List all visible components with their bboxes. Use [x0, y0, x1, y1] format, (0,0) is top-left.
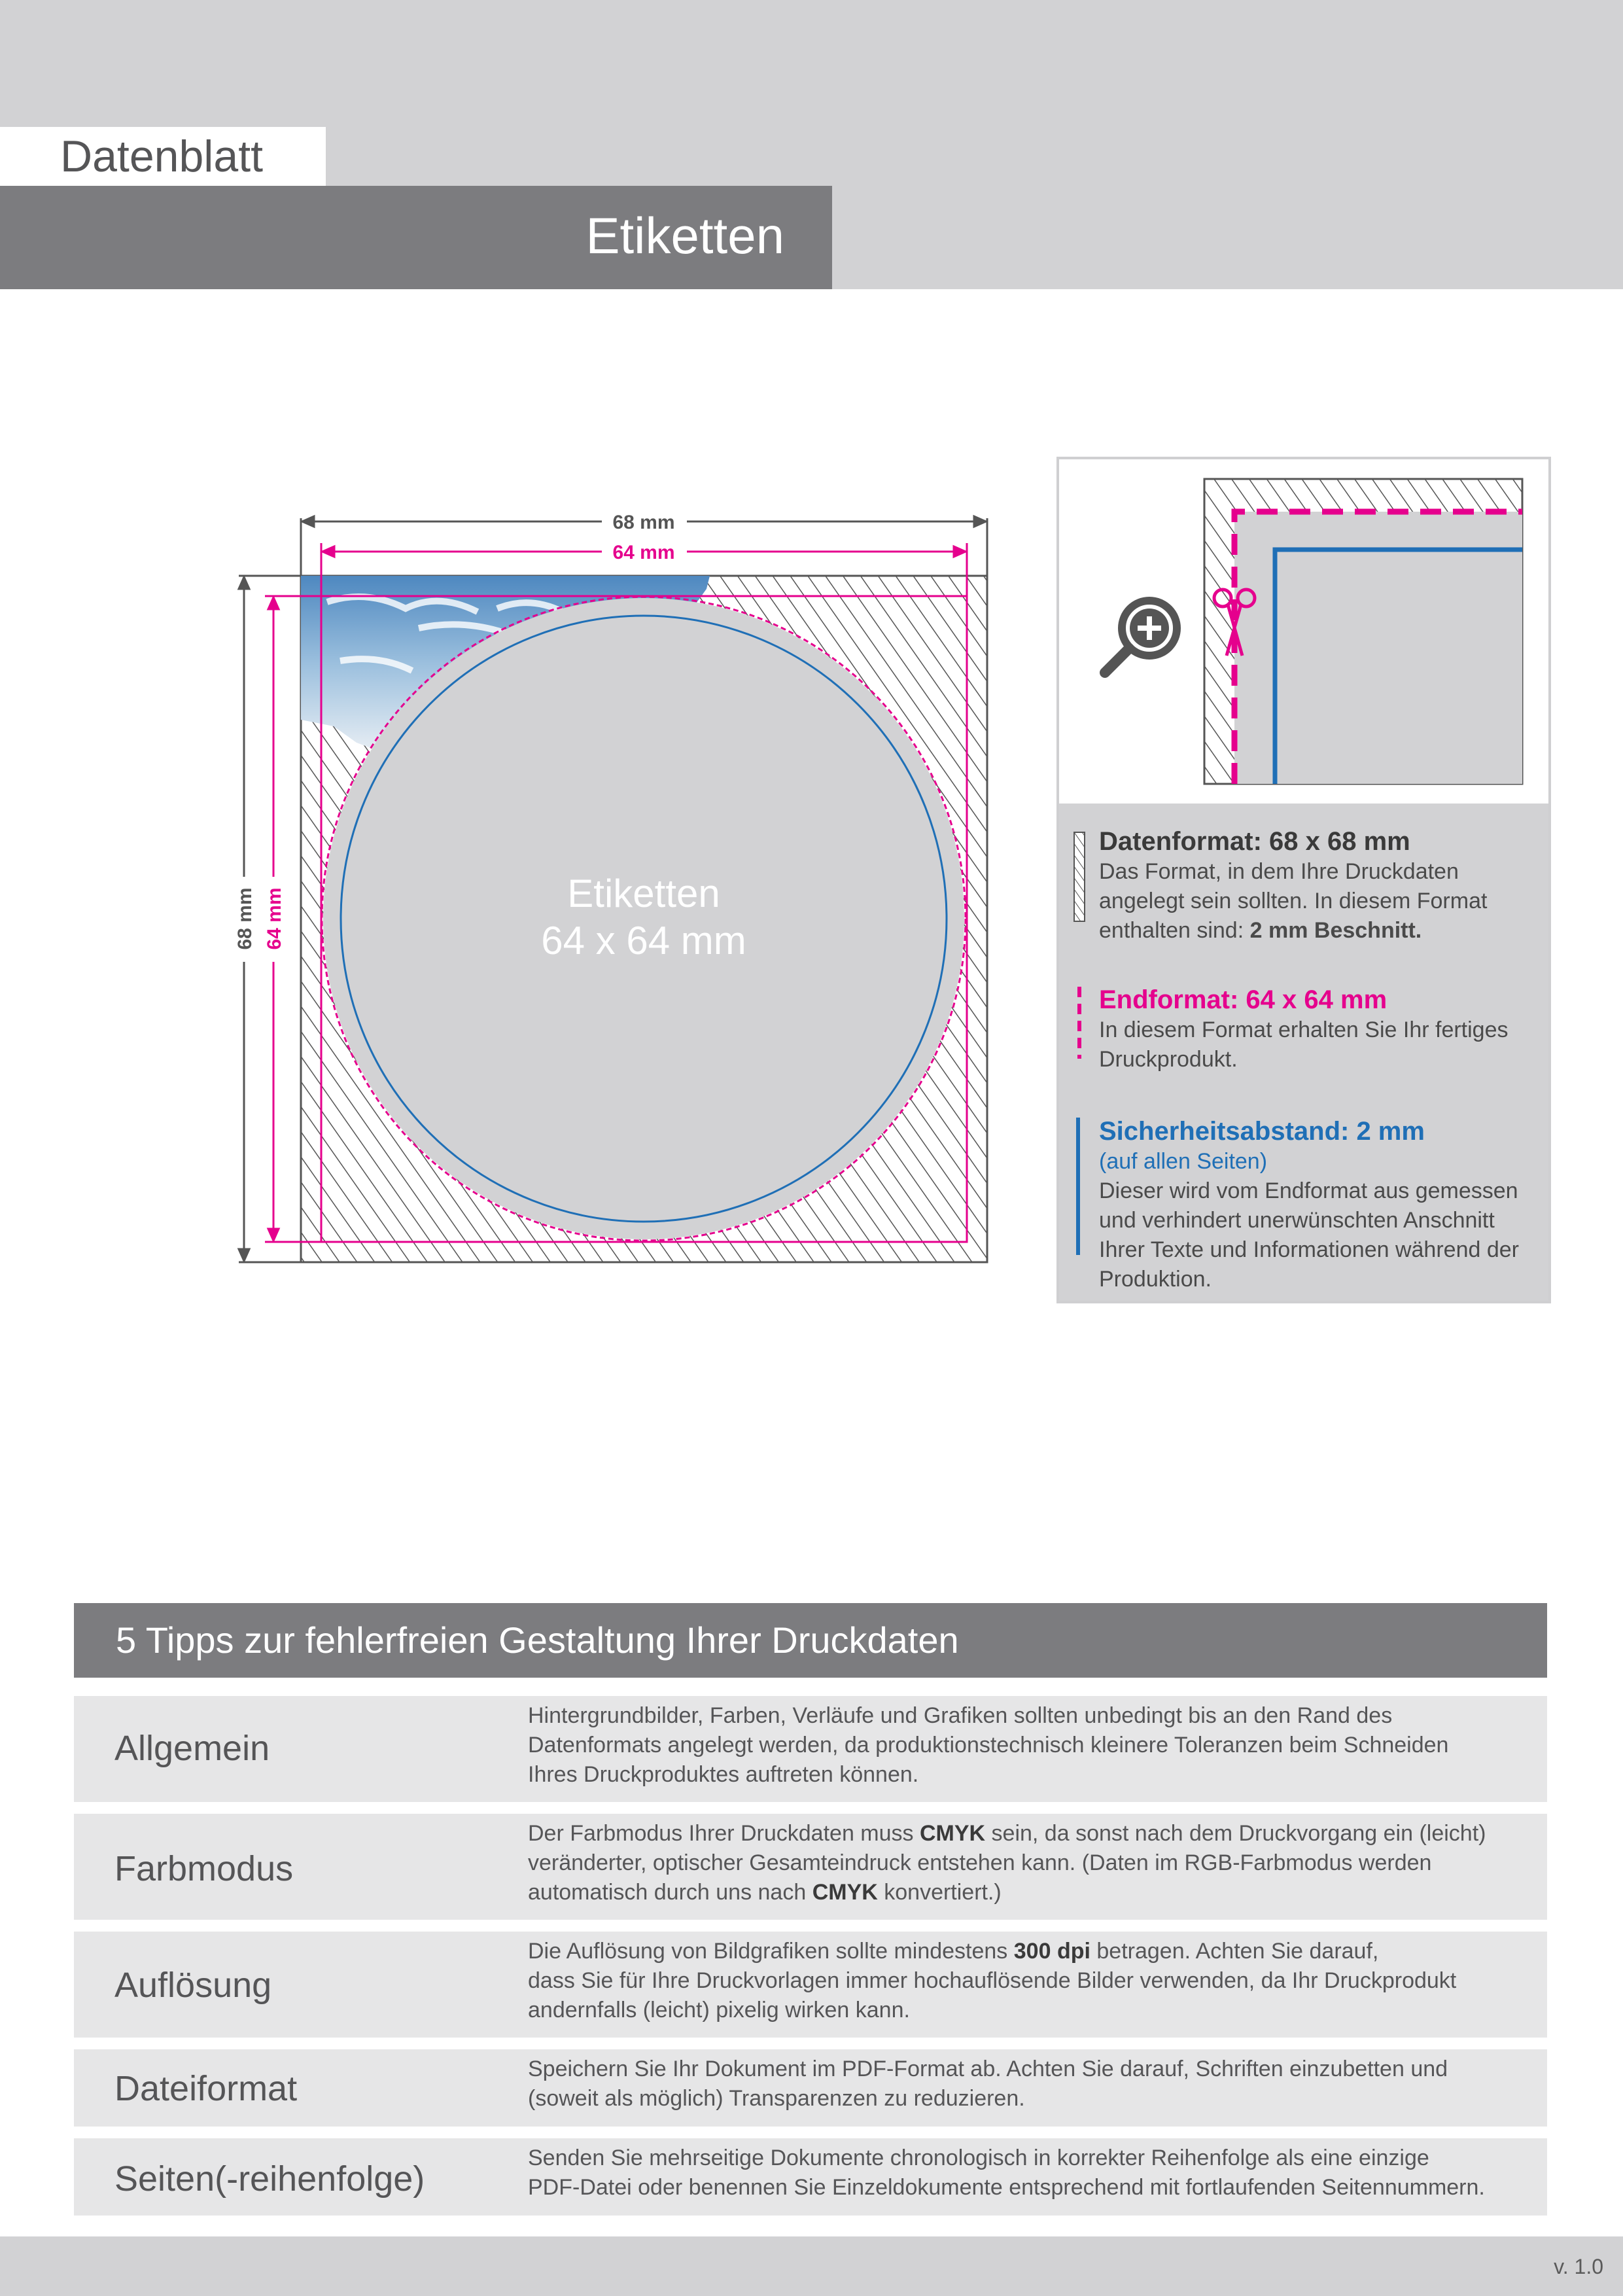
tip-line	[528, 1878, 1535, 1907]
inner-width-label: 64 mm	[612, 542, 675, 563]
inner-height-label: 64 mm	[264, 887, 285, 950]
center-title: Etiketten	[567, 872, 720, 915]
magnifier-plus-icon	[1105, 601, 1177, 673]
tips-heading: 5 Tipps zur fehlerfreien Gestaltung Ihrer Druckdaten	[116, 1619, 959, 1661]
tip-line: dass Sie für Ihre Druckvorlagen immer hochauflösende Bilder verwenden, da Ihr Druckprodukt	[528, 1968, 1457, 1993]
tip-line: Ihres Druckproduktes auftreten können.	[528, 1762, 919, 1787]
datenformat-line-1: Das Format, in dem Ihre Druckdaten	[1099, 859, 1459, 884]
tip-label: Dateiformat	[114, 2069, 298, 2108]
sicherheit-title: Sicherheitsabstand: 2 mm	[1099, 1117, 1425, 1146]
tip-line-part: Die Auflösung von Bildgrafiken sollte mindestens	[528, 1939, 1014, 1964]
endformat-line-2: Druckprodukt.	[1099, 1047, 1238, 1072]
datenformat-bleed-note: 2 mm Beschnitt.	[1249, 918, 1422, 943]
tip-line	[528, 1937, 1535, 1966]
tip-line-bold: 300 dpi	[1013, 1939, 1091, 1964]
tip-text	[528, 1937, 1535, 2025]
tip-row-farbmodus	[74, 1814, 1547, 1920]
safety-marker	[1076, 1118, 1080, 1255]
sicherheit-line-3: Ihrer Texte und Informationen während der	[1099, 1237, 1519, 1262]
center-size: 64 x 64 mm	[541, 919, 746, 963]
tip-text	[528, 2055, 1535, 2113]
datenformat-line-3-text: enthalten sind:	[1099, 918, 1250, 943]
tip-line: Datenformats angelegt werden, da produktionstechnisch kleinere Toleranzen beim Schneiden	[528, 1733, 1449, 1757]
tip-line: Senden Sie mehrseitige Dokumente chronologisch in korrekter Reihenfolge als eine einzige	[528, 2146, 1429, 2170]
doc-type-label: Datenblatt	[60, 132, 263, 181]
tip-label: Auflösung	[114, 1966, 272, 2005]
tip-text	[528, 2144, 1535, 2202]
tip-label: Allgemein	[114, 1729, 270, 1768]
tip-row-seiten	[74, 2138, 1547, 2216]
endformat-line-1: In diesem Format erhalten Sie Ihr fertiges	[1099, 1017, 1509, 1042]
tip-row-aufloesung	[74, 1932, 1547, 2038]
tip-line: Hintergrundbilder, Farben, Verläufe und Grafiken sollten unbedingt bis an den Rand des	[528, 1703, 1393, 1728]
endformat-title: Endformat: 64 x 64 mm	[1099, 985, 1387, 1014]
tip-line-part: Der Farbmodus Ihrer Druckdaten muss	[528, 1821, 920, 1846]
datenformat-marker	[1073, 831, 1087, 923]
tip-line: andernfalls (leicht) pixelig wirken kann.	[528, 1998, 910, 2022]
datenformat-line-3	[1099, 916, 1422, 945]
zoom-detail	[1059, 459, 1548, 804]
tip-line-bold: CMYK	[812, 1880, 878, 1905]
outer-width-label: 68 mm	[612, 512, 675, 533]
sicherheit-sub: (auf allen Seiten)	[1099, 1149, 1268, 1174]
tip-line: PDF-Datei oder benennen Sie Einzeldokumente entsprechend mit fortlaufenden Seitennummern.	[528, 2175, 1485, 2200]
tip-line: Speichern Sie Ihr Dokument im PDF-Format ab. Achten Sie darauf, Schriften einzubetten und	[528, 2057, 1448, 2081]
tip-line-part: automatisch durch uns nach	[528, 1880, 812, 1905]
tip-text	[528, 1701, 1535, 1790]
tip-line-part: konvertiert.)	[877, 1880, 1002, 1905]
sicherheit-line-4: Produktion.	[1099, 1267, 1212, 1292]
version-label: v. 1.0	[1554, 2255, 1603, 2278]
tip-line-part: betragen. Achten Sie darauf,	[1090, 1939, 1379, 1964]
tip-line-part: sein, da sonst nach dem Druckvorgang ein (leicht)	[985, 1821, 1486, 1846]
product-title: Etiketten	[585, 207, 784, 264]
tip-line	[528, 1819, 1535, 1848]
tip-text	[528, 1819, 1535, 1907]
footer-band	[0, 2236, 1623, 2296]
datenformat-title: Datenformat: 68 x 68 mm	[1099, 827, 1410, 856]
sicherheit-line-2: und verhindert unerwünschten Anschnitt	[1099, 1208, 1495, 1233]
tips-header	[74, 1603, 1547, 1678]
endformat-marker	[1076, 987, 1083, 1059]
sicherheit-line-1: Dieser wird vom Endformat aus gemessen	[1099, 1178, 1518, 1203]
datenformat-line-2: angelegt sein sollten. In diesem Format	[1099, 889, 1488, 913]
outer-height-label: 68 mm	[234, 887, 256, 950]
tip-line-bold: CMYK	[919, 1821, 986, 1846]
tip-line: veränderter, optischer Gesamteindruck entstehen kann. (Daten im RGB-Farbmodus werden	[528, 1850, 1432, 1875]
tip-label: Seiten(-reihenfolge)	[114, 2159, 425, 2199]
tip-label: Farbmodus	[114, 1849, 294, 1888]
tip-row-dateiformat	[74, 2049, 1547, 2127]
tip-row-allgemein	[74, 1696, 1547, 1802]
tip-line: (soweit als möglich) Transparenzen zu reduzieren.	[528, 2086, 1025, 2111]
